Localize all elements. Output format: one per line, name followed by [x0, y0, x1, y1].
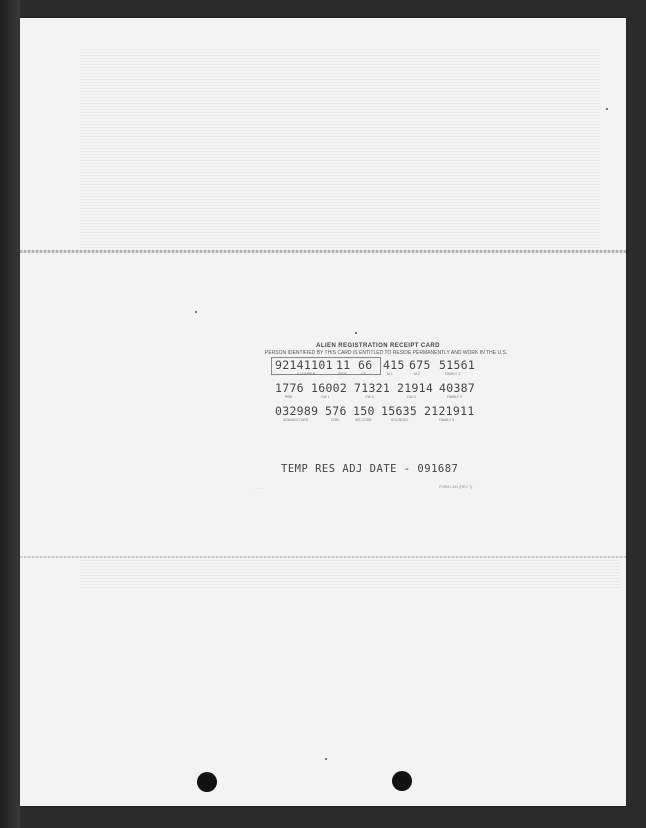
a-number-value: 92141101	[275, 358, 333, 372]
family2-value: 40387	[439, 381, 476, 395]
family3-label: FAMILY 3	[439, 418, 455, 422]
cw1-label: CW 1	[321, 395, 330, 399]
a-number-label: A NUMBER	[297, 372, 316, 376]
cs-value: 66	[358, 358, 373, 372]
cw3-value: 21914	[397, 381, 434, 395]
fold-line-bottom	[20, 556, 626, 558]
alien-registration-card	[255, 343, 508, 490]
scan-noise-bottom	[80, 558, 620, 588]
adm-date-label: ADM/ADJ DATE	[283, 418, 309, 422]
cs-label: CS	[361, 372, 366, 376]
cw3-label: CW 3	[407, 395, 416, 399]
form-number: FORM I-151 (REV. 7)	[439, 485, 473, 489]
soundex-label: SOUNDEX	[391, 418, 409, 422]
family1-value: 51561	[439, 358, 476, 372]
soundex-value: 15635	[381, 404, 418, 418]
card-footer-left: ·········	[255, 486, 264, 490]
temp-res-adj-date: TEMP RES ADJ DATE - 091687	[281, 463, 459, 475]
cob-label: COB	[331, 418, 339, 422]
family1-label: FAMILY 1	[445, 372, 461, 376]
cw2-label: CW 2	[365, 395, 374, 399]
punch-hole-right	[392, 771, 412, 791]
m1-value: 415	[383, 358, 405, 372]
ias-code-value: 150	[353, 404, 375, 418]
pbd-value: 1776	[275, 381, 304, 395]
card-title: ALIEN REGISTRATION RECEIPT CARD	[316, 343, 440, 349]
punch-hole-left	[197, 772, 217, 792]
m2-value: 675	[409, 358, 431, 372]
m2-label: M.2	[414, 372, 420, 376]
iss-label: ISS/T	[338, 372, 347, 376]
family2-label: FAMILY 2	[447, 395, 463, 399]
iss-value: 11	[336, 358, 351, 372]
scanner-edge	[0, 0, 20, 828]
cw1-value: 16002	[311, 381, 348, 395]
card-subtitle: PERSON IDENTIFIED BY THIS CARD IS ENTITLED TO RESIDE PERMANENTLY AND WORK IN THE U.S.	[265, 350, 508, 356]
pbd-label: PBD	[285, 395, 293, 399]
speck	[355, 332, 357, 334]
speck	[606, 108, 608, 110]
speck	[325, 758, 327, 760]
m1-label: M.1	[387, 372, 393, 376]
speck	[195, 311, 197, 313]
scan-noise-top	[80, 48, 600, 248]
fold-line-top	[20, 250, 626, 253]
ias-code-label: IAS CODE	[355, 418, 372, 422]
family3-value: 2121911	[424, 404, 475, 418]
cob-value: 576	[325, 404, 347, 418]
cw2-value: 71321	[354, 381, 391, 395]
adm-date-value: 032989	[275, 404, 319, 418]
document-page	[20, 18, 626, 806]
